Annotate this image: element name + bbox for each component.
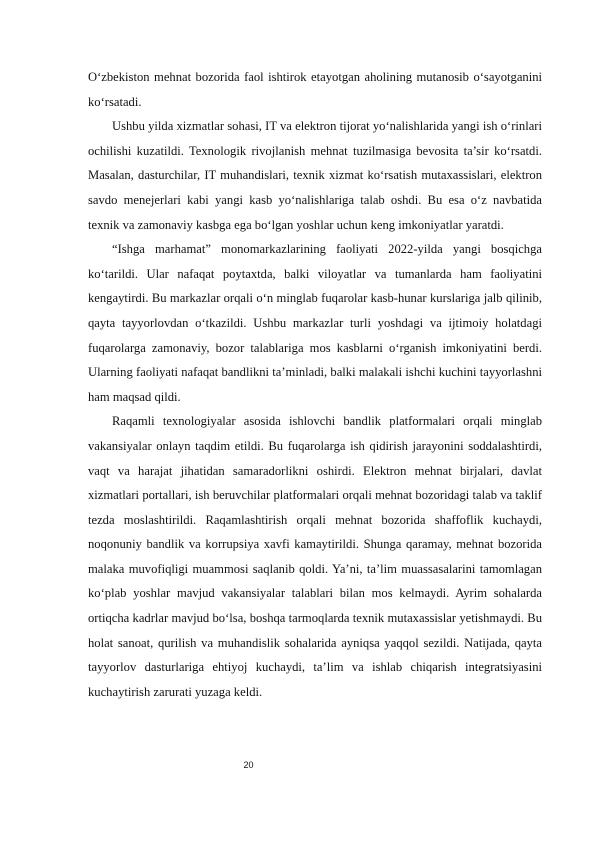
page-number: 20 <box>243 760 254 770</box>
paragraph-1: O‘zbekiston mehnat bozorida faol ishtirok etayotgan aholining mutanosib o‘sayotganini ko‘rsatadi. <box>88 70 542 109</box>
paragraph-2: Ushbu yilda xizmatlar sohasi, IT va elektron tijorat yo‘nalishlarida yangi ish o‘rinlari ochilishi kuzatildi. Texnologik rivojlanish mehnat tuzilmasiga bevosita ta’sir ko‘rsatdi. Masalan, dasturchilar, IT muhandislari, texnik xizmat ko‘rsatish mutaxassislari, elektron savdo menejerlari kabi yangi kasb yo‘nalishlariga talab oshdi. Bu esa o‘z navbatida texnik va zamonaviy kasbga ega bo‘lgan yoshlar uchun keng imkoniyatlar yaratdi. <box>88 119 542 232</box>
paragraph-3: “Ishga marhamat” monomarkazlarining faoliyati 2022-yilda yangi bosqichga ko‘tarildi. Ular nafaqat poytaxtda, balki viloyatlar va tumanlarda ham faoliyatini kengaytirdi. Bu markazlar orqali o‘n minglab fuqarolar kasb-hunar kurslariga jalb qilinib, qayta tayyorlovdan o‘tkazildi. Ushbu markazlar turli yoshdagi va ijtimoiy holatdagi fuqarolarga zamonaviy, bozor talablariga mos kasblarni o‘rganish imkoniyatini berdi. Ularning faoliyati nafaqat bandlikni ta’minladi, balki malakali ishchi kuchini tayyorlashni ham maqsad qildi. <box>88 242 542 404</box>
body-text <box>88 65 542 704</box>
paragraph-4: Raqamli texnologiyalar asosida ishlovchi bandlik platformalari orqali minglab vakansiyalar onlayn taqdim etildi. Bu fuqarolarga ish qidirish jarayonini soddalashtirdi, vaqt va harajat jihatidan samaradorlikni oshirdi. Elektron mehnat birjalari, davlat xizmatlari portallari, ish beruvchilar platformalari orqali mehnat bozoridagi talab va taklif tezda moslashtirildi. Raqamlashtirish orqali mehnat bozorida shaffoflik kuchaydi, noqonuniy bandlik va korrupsiya xavfi kamaytirildi. Shunga qaramay, mehnat bozorida malaka muvofiqligi muammosi saqlanib qoldi. Ya’ni, ta’lim muassasalarini tamomlagan ko‘plab yoshlar mavjud vakansiyalar talablari bilan mos kelmaydi. Ayrim sohalarda ortiqcha kadrlar mavjud bo‘lsa, boshqa tarmoqlarda texnik mutaxassislar yetishmaydi. Bu holat sanoat, qurilish va muhandislik sohalarida ayniqsa yaqqol sezildi. Natijada, qayta tayyorlov dasturlariga ehtiyoj kuchaydi, ta’lim va ishlab chiqarish integratsiyasini kuchaytirish zarurati yuzaga keldi. <box>88 414 542 699</box>
page-number-footer <box>0 760 595 770</box>
